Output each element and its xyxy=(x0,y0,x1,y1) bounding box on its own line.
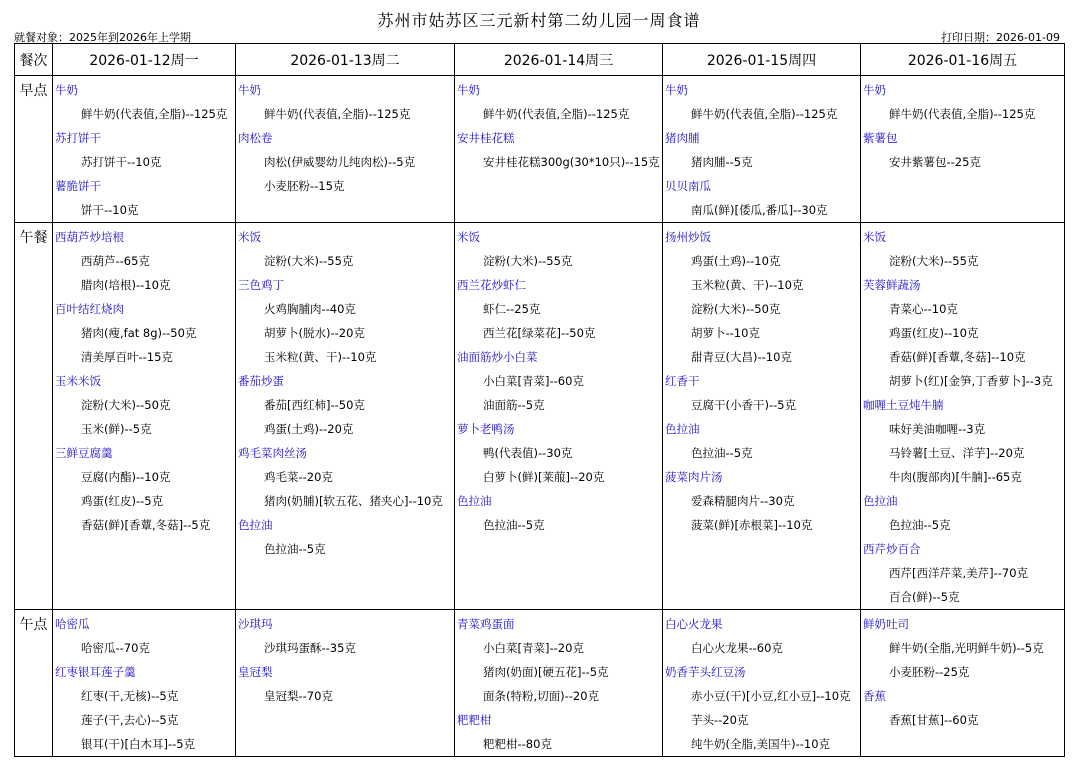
dish-name: 百叶结红烧肉 xyxy=(55,302,124,316)
dish-name: 粑粑柑 xyxy=(457,713,492,727)
ingredient-item: 西芹[西洋芹菜,美芹]--70克 xyxy=(889,566,1029,580)
ingredient-item: 安井紫薯包--25克 xyxy=(889,155,981,169)
dish-name: 色拉油 xyxy=(665,422,700,436)
dish-name: 薯脆饼干 xyxy=(55,179,101,193)
ingredient-item: 青菜心--10克 xyxy=(889,302,958,316)
menu-cell-tue xyxy=(236,223,455,610)
ingredient-item: 豆腐(内酯)--10克 xyxy=(81,470,171,484)
dish-name: 鸡毛菜肉丝汤 xyxy=(238,446,307,460)
ingredient-item: 西兰花[绿菜花]--50克 xyxy=(483,326,596,340)
ingredient-item: 腊肉(培根)--10克 xyxy=(81,278,171,292)
menu-cell-mon xyxy=(53,76,236,223)
page-title: 苏州市姑苏区三元新村第二幼儿园一周食谱 xyxy=(377,11,701,30)
day-header-mon: 2026-01-12周一 xyxy=(53,44,236,76)
ingredient-item: 清美厚百叶--15克 xyxy=(81,350,173,364)
ingredient-item: 莲子(干,去心)--5克 xyxy=(81,713,179,727)
ingredient-item: 鸡蛋(土鸡)--10克 xyxy=(691,254,781,268)
dish-name: 番茄炒蛋 xyxy=(238,374,284,388)
dish-name: 三色鸡丁 xyxy=(238,278,284,292)
ingredient-item: 苏打饼干--10克 xyxy=(81,155,162,169)
ingredient-item: 鲜牛奶(代表值,全脂)--125克 xyxy=(81,107,228,121)
day-header-fri: 2026-01-16周五 xyxy=(861,44,1065,76)
ingredient-item: 红枣(干,无核)--5克 xyxy=(81,689,179,703)
ingredient-item: 芋头--20克 xyxy=(691,713,749,727)
ingredient-item: 皇冠梨--70克 xyxy=(264,689,333,703)
ingredient-item: 菠菜(鲜)[赤根菜]--10克 xyxy=(691,518,813,532)
ingredient-item: 小麦胚粉--25克 xyxy=(889,665,970,679)
ingredient-item: 小白菜[青菜]--60克 xyxy=(483,374,584,388)
ingredient-item: 白萝卜(鲜)[莱菔]--20克 xyxy=(483,470,605,484)
dish-name: 芙蓉鲜蔬汤 xyxy=(863,278,921,292)
dish-name: 猪肉脯 xyxy=(665,131,700,145)
ingredient-item: 玉米粒(黄、干)--10克 xyxy=(264,350,377,364)
ingredient-item: 色拉油--5克 xyxy=(264,542,326,556)
ingredient-item: 胡萝卜--10克 xyxy=(691,326,760,340)
dish-name: 哈密瓜 xyxy=(55,617,90,631)
ingredient-item: 淀粉(大米)--50克 xyxy=(691,302,781,316)
dish-name: 红枣银耳莲子羹 xyxy=(55,665,136,679)
ingredient-item: 番茄[西红柿]--50克 xyxy=(264,398,365,412)
dish-name: 菠菜肉片汤 xyxy=(665,470,723,484)
dish-name: 油面筋炒小白菜 xyxy=(457,350,538,364)
dish-name: 咖喱土豆炖牛腩 xyxy=(863,398,944,412)
ingredient-item: 哈密瓜--70克 xyxy=(81,641,150,655)
ingredient-item: 玉米(鲜)--5克 xyxy=(81,422,152,436)
ingredient-item: 饼干--10克 xyxy=(81,203,139,217)
meal-row-breakfast xyxy=(15,76,1065,223)
ingredient-item: 猪肉(瘦,fat 8g)--50克 xyxy=(81,326,197,340)
dish-name: 色拉油 xyxy=(457,494,492,508)
ingredient-item: 淀粉(大米)--55克 xyxy=(483,254,573,268)
dish-name: 紫薯包 xyxy=(863,131,898,145)
menu-cell-fri xyxy=(861,610,1065,757)
ingredient-item: 火鸡胸脯肉--40克 xyxy=(264,302,356,316)
dish-name: 牛奶 xyxy=(55,83,78,97)
ingredient-item: 鸡蛋(红皮)--10克 xyxy=(889,326,979,340)
ingredient-item: 鲜牛奶(代表值,全脂)--125克 xyxy=(483,107,630,121)
ingredient-item: 豆腐干(小香干)--5克 xyxy=(691,398,797,412)
ingredient-item: 香菇(鲜)[香蕈,冬菇]--10克 xyxy=(889,350,1026,364)
day-header-wed: 2026-01-14周三 xyxy=(455,44,663,76)
ingredient-item: 小白菜[青菜]--20克 xyxy=(483,641,584,655)
ingredient-item: 马铃薯[土豆、洋芋]--20克 xyxy=(889,446,1025,460)
meal-name: 早点 xyxy=(15,76,53,223)
dish-name: 扬州炒饭 xyxy=(665,230,711,244)
dish-name: 玉米米饭 xyxy=(55,374,101,388)
ingredient-item: 肉松(伊威婴幼儿纯肉松)--5克 xyxy=(264,155,416,169)
dish-name: 青菜鸡蛋面 xyxy=(457,617,515,631)
ingredient-item: 鲜牛奶(代表值,全脂)--125克 xyxy=(691,107,838,121)
ingredient-item: 鸡蛋(土鸡)--20克 xyxy=(264,422,354,436)
menu-cell-fri xyxy=(861,76,1065,223)
ingredient-item: 西葫芦--65克 xyxy=(81,254,150,268)
dish-name: 萝卜老鸭汤 xyxy=(457,422,515,436)
ingredient-item: 粑粑柑--80克 xyxy=(483,737,552,751)
ingredient-item: 色拉油--5克 xyxy=(889,518,951,532)
dish-name: 牛奶 xyxy=(238,83,261,97)
audience-label: 就餐对象：2025年到2026年上学期 xyxy=(14,31,191,44)
meal-name: 午点 xyxy=(15,610,53,757)
dish-name: 牛奶 xyxy=(457,83,480,97)
day-header-thu: 2026-01-15周四 xyxy=(663,44,861,76)
dish-name: 西芹炒百合 xyxy=(863,542,921,556)
menu-cell-tue xyxy=(236,610,455,757)
ingredient-item: 白心火龙果--60克 xyxy=(691,641,783,655)
ingredient-item: 味好美油咖喱--3克 xyxy=(889,422,986,436)
ingredient-item: 色拉油--5克 xyxy=(691,446,753,460)
menu-cell-mon xyxy=(53,223,236,610)
ingredient-item: 安井桂花糕300g(30*10只)--15克 xyxy=(483,155,660,169)
ingredient-item: 鲜牛奶(全脂,光明鲜牛奶)--5克 xyxy=(889,641,1044,655)
dish-name: 西兰花炒虾仁 xyxy=(457,278,526,292)
dish-name: 米饭 xyxy=(863,230,886,244)
dish-name: 三鲜豆腐羹 xyxy=(55,446,113,460)
menu-cell-fri xyxy=(861,223,1065,610)
menu-cell-wed xyxy=(455,76,663,223)
ingredient-item: 淀粉(大米)--55克 xyxy=(264,254,354,268)
menu-cell-tue xyxy=(236,76,455,223)
meal-column-header: 餐次 xyxy=(15,44,53,76)
ingredient-item: 猪肉(奶脯)[软五花、猪夹心]--10克 xyxy=(264,494,443,508)
ingredient-item: 香蕉[甘蕉]--60克 xyxy=(889,713,979,727)
weekly-menu-table xyxy=(14,43,1065,757)
ingredient-item: 油面筋--5克 xyxy=(483,398,545,412)
dish-name: 牛奶 xyxy=(863,83,886,97)
dish-name: 苏打饼干 xyxy=(55,131,101,145)
meal-name: 午餐 xyxy=(15,223,53,610)
dish-name: 香蕉 xyxy=(863,689,886,703)
dish-name: 奶香芋头红豆汤 xyxy=(665,665,746,679)
ingredient-item: 赤小豆(干)[小豆,红小豆]--10克 xyxy=(691,689,851,703)
dish-name: 西葫芦炒培根 xyxy=(55,230,124,244)
dish-name: 白心火龙果 xyxy=(665,617,723,631)
dish-name: 安井桂花糕 xyxy=(457,131,515,145)
dish-name: 米饭 xyxy=(457,230,480,244)
dish-name: 牛奶 xyxy=(665,83,688,97)
ingredient-item: 鸡蛋(红皮)--5克 xyxy=(81,494,164,508)
ingredient-item: 香菇(鲜)[香蕈,冬菇]--5克 xyxy=(81,518,211,532)
ingredient-item: 虾仁--25克 xyxy=(483,302,541,316)
ingredient-item: 牛肉(腹部肉)[牛腩]--65克 xyxy=(889,470,1022,484)
dish-name: 红香干 xyxy=(665,374,700,388)
ingredient-item: 鸭(代表值)--30克 xyxy=(483,446,573,460)
menu-cell-mon xyxy=(53,610,236,757)
ingredient-item: 玉米粒(黄、干)--10克 xyxy=(691,278,804,292)
ingredient-item: 鲜牛奶(代表值,全脂)--125克 xyxy=(264,107,411,121)
dish-name: 皇冠梨 xyxy=(238,665,273,679)
ingredient-item: 沙琪玛蛋酥--35克 xyxy=(264,641,356,655)
ingredient-item: 银耳(干)[白木耳]--5克 xyxy=(81,737,196,751)
ingredient-item: 淀粉(大米)--50克 xyxy=(81,398,171,412)
ingredient-item: 鸡毛菜--20克 xyxy=(264,470,333,484)
dish-name: 肉松卷 xyxy=(238,131,273,145)
ingredient-item: 甜青豆(大昌)--10克 xyxy=(691,350,792,364)
ingredient-item: 百合(鲜)--5克 xyxy=(889,590,960,604)
ingredient-item: 猪肉(奶面)[硬五花]--5克 xyxy=(483,665,609,679)
dish-name: 沙琪玛 xyxy=(238,617,273,631)
dish-name: 米饭 xyxy=(238,230,261,244)
ingredient-item: 面条(特粉,切面)--20克 xyxy=(483,689,600,703)
ingredient-item: 胡萝卜(红)[金笋,丁香萝卜]--3克 xyxy=(889,374,1053,388)
menu-cell-thu xyxy=(663,223,861,610)
print-date: 打印日期：2026-01-09 xyxy=(941,31,1060,44)
menu-cell-thu xyxy=(663,76,861,223)
ingredient-item: 南瓜(鲜)[倭瓜,番瓜]--30克 xyxy=(691,203,828,217)
ingredient-item: 色拉油--5克 xyxy=(483,518,545,532)
meal-row-lunch xyxy=(15,223,1065,610)
menu-cell-wed xyxy=(455,223,663,610)
ingredient-item: 纯牛奶(全脂,美国牛)--10克 xyxy=(691,737,831,751)
ingredient-item: 鲜牛奶(代表值,全脂)--125克 xyxy=(889,107,1036,121)
dish-name: 色拉油 xyxy=(863,494,898,508)
ingredient-item: 爱森精腿肉片--30克 xyxy=(691,494,795,508)
dish-name: 鲜奶吐司 xyxy=(863,617,909,631)
dish-name: 色拉油 xyxy=(238,518,273,532)
meal-row-snack xyxy=(15,610,1065,757)
menu-cell-wed xyxy=(455,610,663,757)
dish-name: 贝贝南瓜 xyxy=(665,179,711,193)
ingredient-item: 小麦胚粉--15克 xyxy=(264,179,345,193)
menu-cell-thu xyxy=(663,610,861,757)
day-header-tue: 2026-01-13周二 xyxy=(236,44,455,76)
header-row xyxy=(15,44,1065,76)
ingredient-item: 猪肉脯--5克 xyxy=(691,155,753,169)
ingredient-item: 胡萝卜(脱水)--20克 xyxy=(264,326,365,340)
ingredient-item: 淀粉(大米)--55克 xyxy=(889,254,979,268)
